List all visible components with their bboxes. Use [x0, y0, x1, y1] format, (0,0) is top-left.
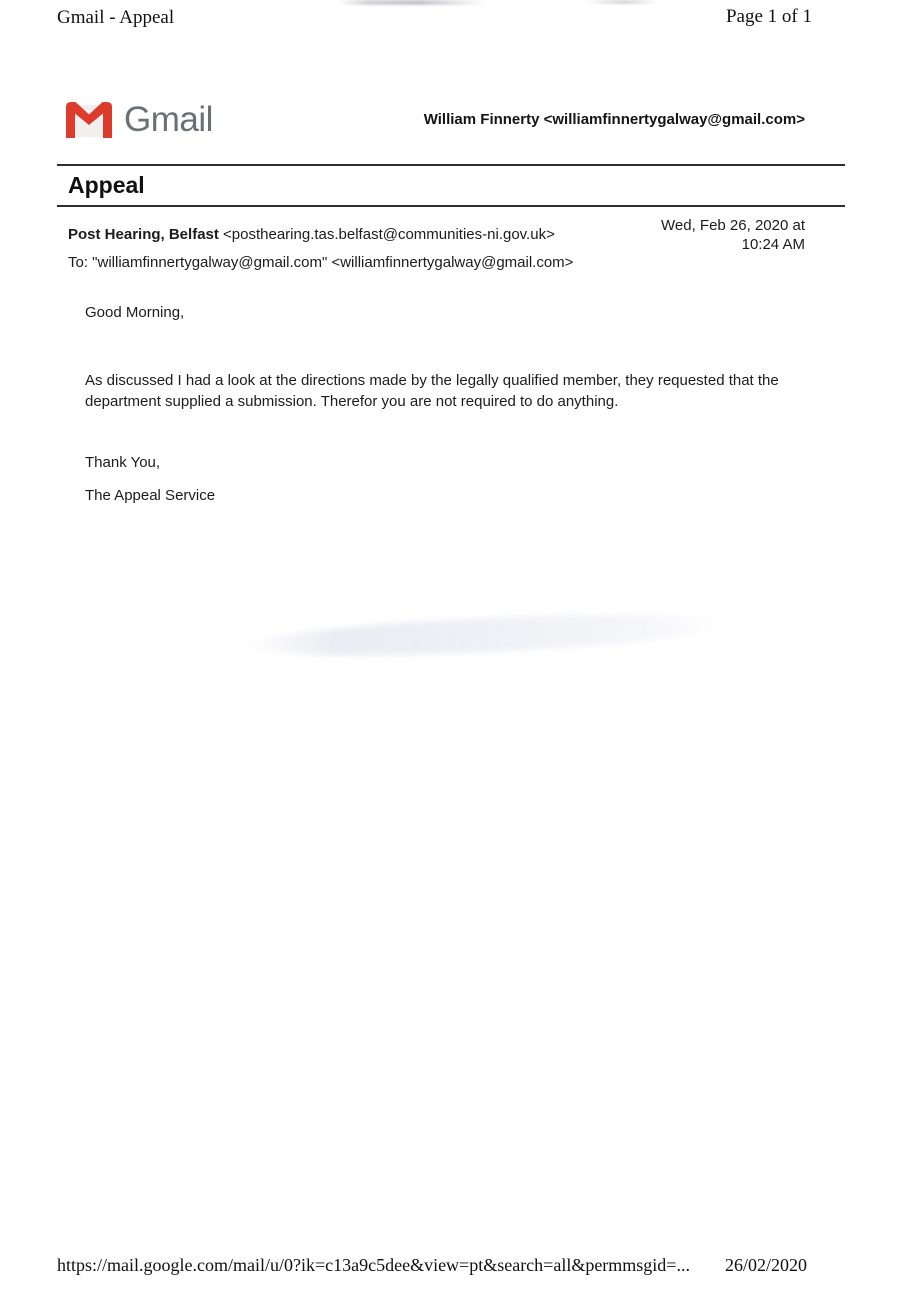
divider	[57, 164, 845, 166]
gmail-logo-text: Gmail	[124, 100, 213, 139]
divider	[57, 205, 845, 207]
body-closing: Thank You,	[85, 454, 161, 471]
print-header-page-number: Page 1 of 1	[725, 6, 812, 27]
gmail-logo	[65, 100, 213, 140]
sender-email: <posthearing.tas.belfast@communities-ni.gov.uk>	[218, 226, 555, 243]
body-signature: The Appeal Service	[85, 487, 216, 504]
message-date	[661, 216, 805, 254]
scan-artifact-top	[586, 0, 660, 4]
from-line	[68, 226, 555, 243]
message-date-line2: 10:24 AM	[741, 236, 805, 253]
scan-artifact-smudge	[244, 607, 730, 663]
recipient-line: To: "williamfinnertygalway@gmail.com" <williamfinnertygalway@gmail.com>	[68, 254, 574, 271]
message-date-line1: Wed, Feb 26, 2020 at	[661, 217, 805, 234]
scan-artifact-top	[338, 0, 486, 5]
body-greeting: Good Morning,	[85, 304, 185, 321]
body-paragraph: As discussed I had a look at the directions made by the legally qualified member, they requested that the department supplied a submission. Therefor you are not required to do anything.	[85, 372, 779, 410]
sender-name: Post Hearing, Belfast	[68, 226, 219, 243]
print-header-title: Gmail - Appeal	[57, 7, 175, 28]
print-footer-date: 26/02/2020	[724, 1255, 807, 1275]
account-owner: William Finnerty <williamfinnertygalway@gmail.com>	[423, 111, 805, 128]
email-subject: Appeal	[68, 172, 145, 198]
print-footer-url: https://mail.google.com/mail/u/0?ik=c13a9c5dee&view=pt&search=all&permmsgid=...	[57, 1255, 690, 1275]
gmail-m-icon	[65, 101, 113, 139]
